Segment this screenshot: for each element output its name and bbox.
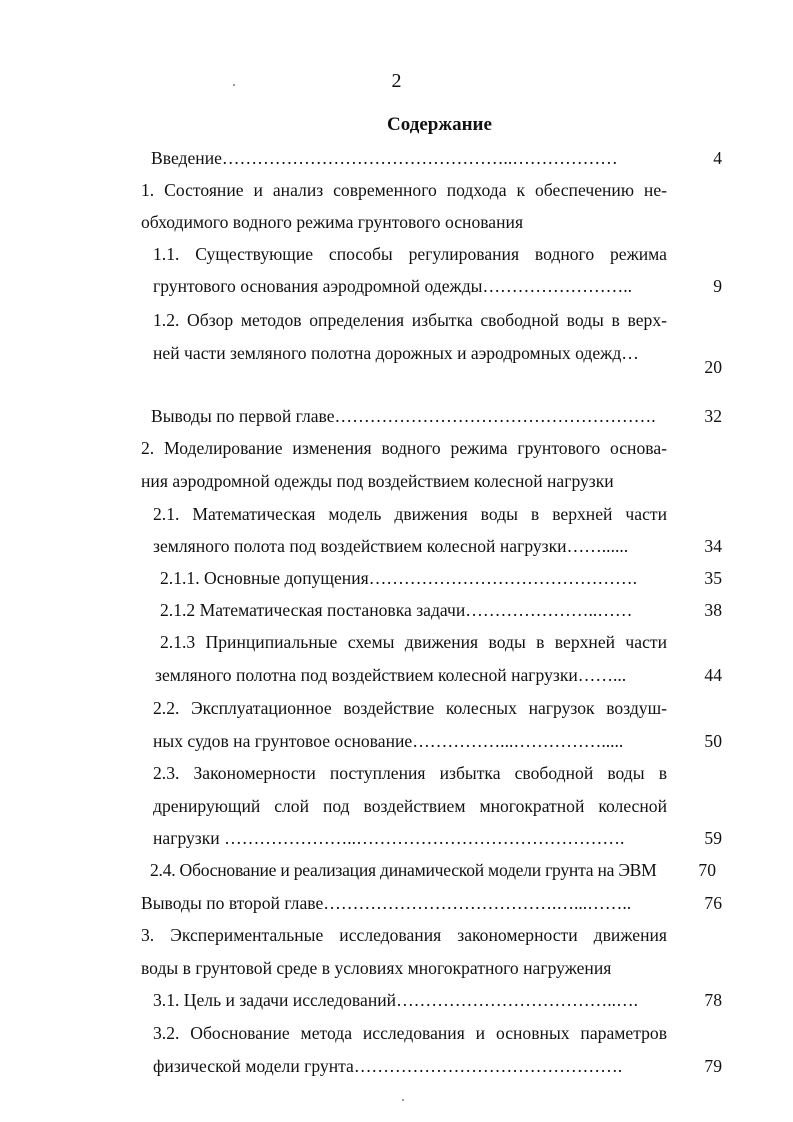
toc-chapter-3-line1: 3. Экспериментальные исследования закономерности движения: [141, 925, 667, 945]
toc-chapter-2-line1: 2. Моделирование изменения водного режима грунтового основа-: [141, 438, 667, 458]
toc-section-3-1-page: 78: [704, 990, 722, 1010]
toc-section-2-3-page: 59: [704, 828, 722, 848]
toc-chapter-3-line2: воды в грунтовой среде в условиях многократного нагружения: [141, 958, 612, 978]
toc-section-2-1-3-page: 44: [704, 665, 722, 685]
toc-section-3-2-line2: физической модели грунта……………………………………….: [153, 1056, 623, 1076]
toc-section-1-2-page: 20: [704, 357, 722, 377]
toc-section-2-1-line2: земляного полота под воздействием колесной нагрузки……......: [153, 536, 629, 556]
toc-chapter-1-line2: обходимого водного режима грунтового основания: [141, 212, 524, 232]
toc-section-2-1-page: 34: [704, 536, 722, 556]
toc-chapter-2-line2: ния аэродромной одежды под воздействием колесной нагрузки: [141, 471, 614, 491]
toc-section-2-1-3-line1: 2.1.3 Принципиальные схемы движения воды в верхней части: [160, 632, 667, 652]
toc-section-2-3-line3: нагрузки …………………..……………………………………….: [153, 828, 625, 848]
toc-conclusions-2-page: 76: [704, 893, 722, 913]
toc-section-3-2-line1: 3.2. Обоснование метода исследования и основных параметров: [153, 1023, 667, 1043]
toc-section-2-3-line2: дренирующий слой под воздействием многократной колесной: [153, 796, 667, 816]
toc-conclusions-1-page: 32: [704, 406, 722, 426]
toc-section-2-1-1-page: 35: [704, 568, 722, 588]
toc-section-2-3-line1: 2.3. Закономерности поступления избытка свободной воды в: [153, 763, 667, 783]
toc-section-2-1-3-line2: земляного полотна под воздействием колесной нагрузки……...: [155, 665, 627, 685]
toc-section-3-2-page: 79: [704, 1056, 722, 1076]
toc-section-2-1-line1: 2.1. Математическая модель движения воды в верхней части: [153, 504, 667, 524]
toc-section-1-2-line2: ней части земляного полотна дорожных и аэродромных одежд…: [153, 343, 639, 363]
toc-chapter-1-line1: 1. Состояние и анализ современного подхода к обеспечению не-: [141, 180, 667, 200]
toc-section-2-1-2: 2.1.2 Математическая постановка задачи…………………..……: [160, 600, 633, 620]
toc-intro: Введение…………………………………………..………………: [151, 148, 618, 168]
toc-section-2-2-page: 50: [704, 731, 722, 751]
scan-speck: [402, 1099, 404, 1101]
toc-section-2-2-line1: 2.2. Эксплуатационное воздействие колесных нагрузок воздуш-: [153, 698, 667, 718]
toc-section-2-1-2-page: 38: [704, 600, 722, 620]
toc-section-2-1-1: 2.1.1. Основные допущения……………………………………….: [160, 568, 638, 588]
toc-conclusions-1: Выводы по первой главе……………………………………………….: [151, 406, 656, 426]
toc-section-2-2-line2: ных судов на грунтовое основание……………...…………….....: [153, 731, 624, 751]
toc-section-2-4-page: 70: [698, 860, 716, 880]
toc-section-1-1-line1: 1.1. Существующие способы регулирования водного режима: [153, 244, 667, 264]
toc-title: Содержание: [387, 114, 492, 135]
toc-section-1-1-page: 9: [713, 276, 722, 296]
toc-section-1-2-line1: 1.2. Обзор методов определения избытка свободной воды в верх-: [153, 310, 667, 330]
toc-intro-page: 4: [713, 148, 722, 168]
toc-section-2-4: 2.4. Обоснование и реализация динамической модели грунта на ЭВМ: [150, 860, 657, 880]
toc-conclusions-2: Выводы по второй главе………………………………….…...……..: [141, 893, 632, 913]
toc-section-1-1-line2: грунтового основания аэродромной одежды……………………..: [153, 276, 633, 296]
page-number: 2: [391, 70, 402, 92]
toc-section-3-1: 3.1. Цель и задачи исследований………………………………..….: [153, 990, 638, 1010]
